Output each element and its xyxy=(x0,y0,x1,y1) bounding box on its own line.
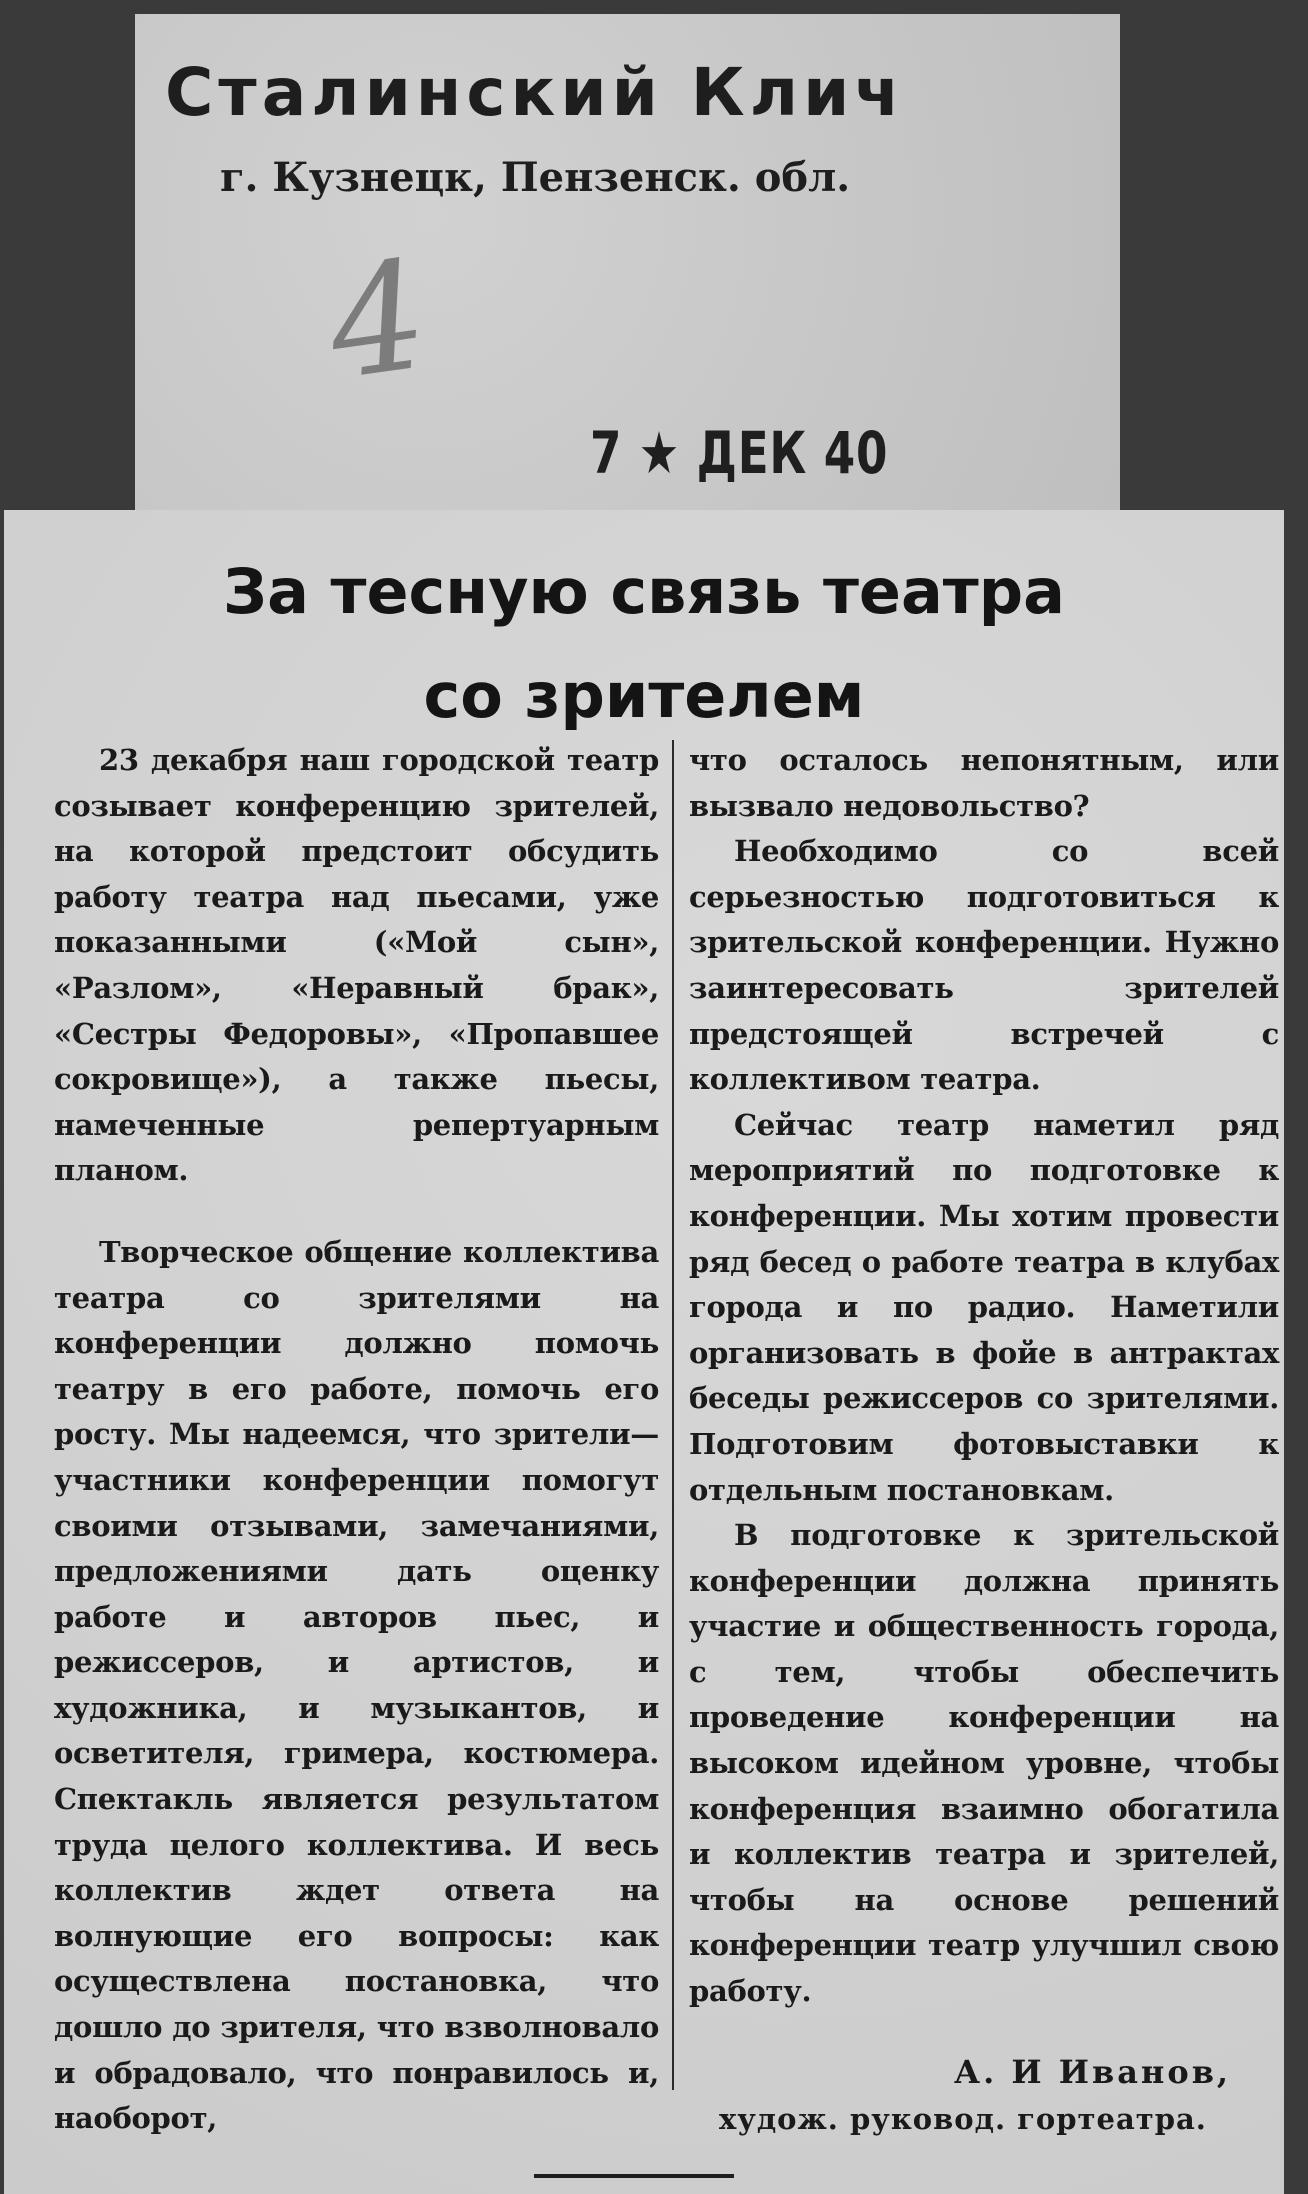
article-headline xyxy=(4,540,1284,748)
author-name: А. И Иванов, xyxy=(954,2053,1232,2091)
article-clipping xyxy=(4,510,1284,2194)
article-signature xyxy=(689,2048,1249,2142)
headline-line-2: со зрителем xyxy=(423,659,865,732)
column-divider xyxy=(672,740,674,2090)
newspaper-location: г. Кузнецк, Пензенск. обл. xyxy=(220,154,851,201)
newspaper-header-clipping xyxy=(135,14,1120,519)
paragraph: что осталось непонятным, или вызвало недовольство? xyxy=(689,743,1279,823)
article-column-right xyxy=(689,738,1279,2015)
paragraph: В подготовке к зрительской конференции должна принять участие и общественность города, с тем, чтобы обеспечить проведение конференции на высоком идейном уровне, чтобы конференция взаимно обогатила и коллектив театра и зрителей, чтобы на основе решений конференции театр улучшил свою работу. xyxy=(689,1518,1279,2009)
paragraph: 23 декабря наш городской театр созывает конференцию зрителей, на которой предстоит обсудить работу театра над пьесами, уже показанными («Мой сын», «Разлом», «Неравный брак», «Сестры Федоровы», «Пропавшее сокровище»), а также пьесы, намеченные репертуарным планом. xyxy=(54,743,659,1188)
handwritten-number: 4 xyxy=(318,228,438,414)
author-position: худож. руковод. гортеатра. xyxy=(719,2102,1207,2136)
paragraph: Необходимо со всей серьезностью подготовиться к зрительской конференции. Нужно заинтересовать зрителей предстоящей встречей с коллективом театра. xyxy=(689,834,1279,1097)
paragraph: Сейчас театр наметил ряд мероприятий по подготовке к конференции. Мы хотим провести ряд бесед о работе театра в клубах города и по радио. Наметили организовать в фойе в антрактах беседы режиссеров со зрителями. Подготовим фотовыставки к отдельным постановкам. xyxy=(689,1107,1279,1507)
article-column-left xyxy=(54,738,659,2142)
headline-line-1: За тесную связь театра xyxy=(223,555,1065,628)
date-stamp: 7 ★ ДЕК 40 xyxy=(590,419,889,487)
bottom-rule xyxy=(534,2174,734,2178)
paragraph: Творческое общение коллектива театра со зрителями на конференции должно помочь театру в его работе, помочь его росту. Мы надеемся, что зрители—участники конференции помогут своими отзывами, замечаниями, предложениями дать оценку работе и авторов пьес, и режиссеров, и артистов, и художника, и музыкантов, и осветителя, гримера, костюмера. Спектакль является результатом труда целого коллектива. И весь коллектив ждет ответа на волнующие его вопросы: как осуществлена постановка, что дошло до зрителя, что взволновало и обрадовало, что понравилось и, наоборот, xyxy=(54,1234,659,2136)
newspaper-name: Сталинский Клич xyxy=(165,54,905,131)
